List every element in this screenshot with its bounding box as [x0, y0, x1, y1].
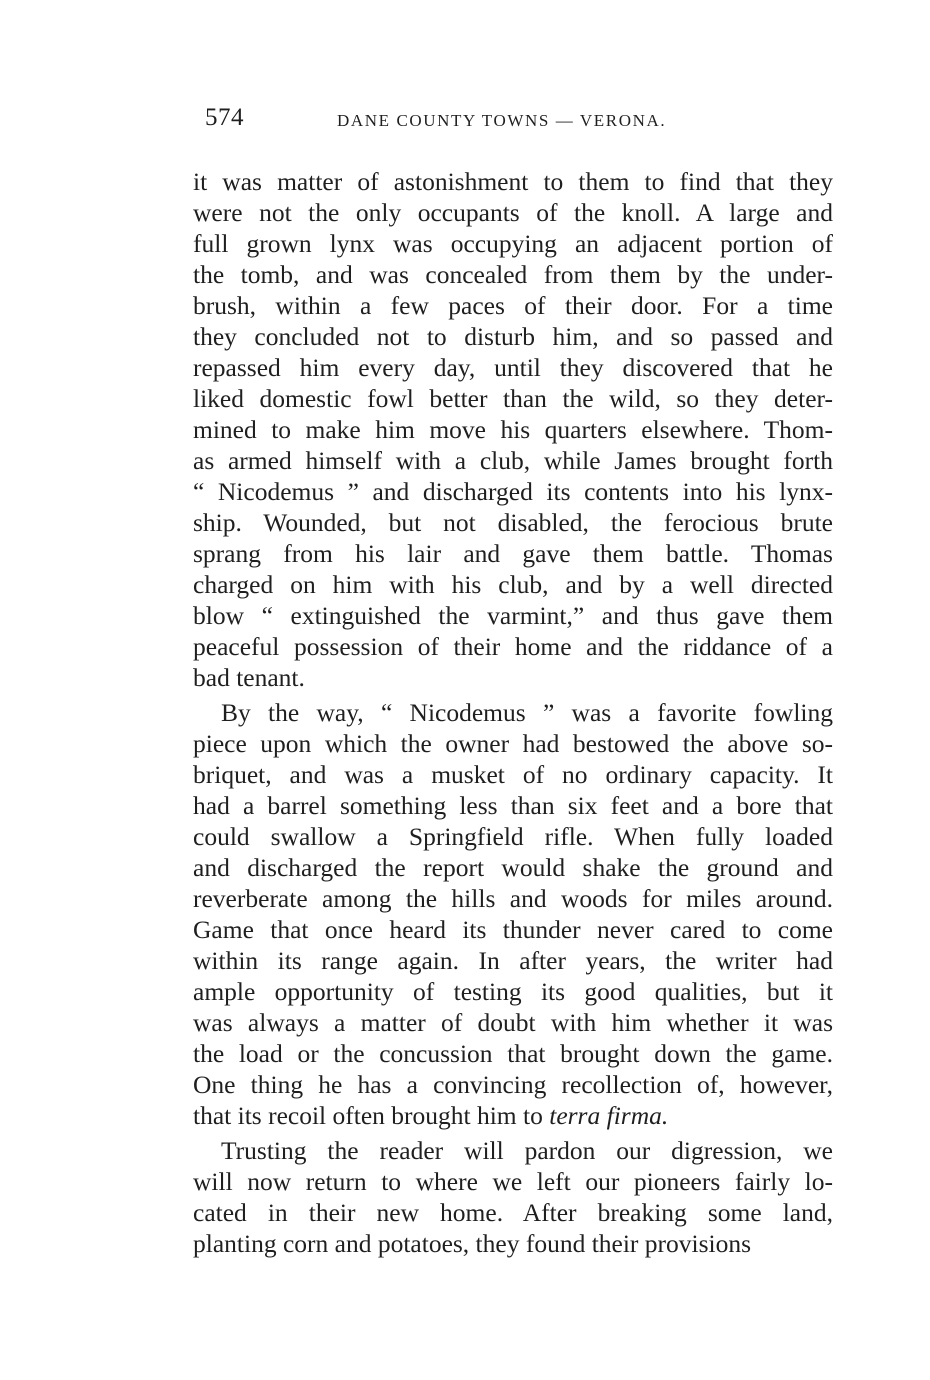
page-number: 574: [205, 104, 244, 131]
text-line: could swallow a Springfield rifle. When fully loaded: [193, 822, 833, 851]
text-line: brush, within a few paces of their door. For a time: [193, 291, 833, 320]
text-line: reverberate among the hills and woods for miles around.: [193, 884, 833, 913]
text-line: One thing he has a convincing recollection of, however,: [193, 1070, 833, 1099]
text-line: as armed himself with a club, while James brought forth: [193, 446, 833, 475]
text-line: it was matter of astonishment to them to find that they: [193, 167, 833, 196]
italic-phrase: terra firma.: [549, 1101, 669, 1130]
text-line: briquet, and was a musket of no ordinary capacity. It: [193, 760, 833, 789]
text-line: charged on him with his club, and by a well directed: [193, 570, 833, 599]
text-line: Game that once heard its thunder never cared to come: [193, 915, 833, 944]
text-line: liked domestic fowl better than the wild, so they deter-: [193, 384, 833, 413]
paragraph: [193, 166, 833, 693]
text-line: sprang from his lair and gave them battle. Thomas: [193, 539, 833, 568]
text-line: the load or the concussion that brought down the game.: [193, 1039, 833, 1068]
text-line: ship. Wounded, but not disabled, the ferocious brute: [193, 508, 833, 537]
text-line: Trusting the reader will pardon our digression, we: [221, 1136, 833, 1165]
paragraph: [193, 1135, 833, 1259]
text-line: planting corn and potatoes, they found their provisions: [193, 1229, 752, 1258]
text-line: was always a matter of doubt with him whether it was: [193, 1008, 833, 1037]
body-text: [193, 166, 833, 1263]
text-line: blow “ extinguished the varmint,” and thus gave them: [193, 601, 833, 630]
text-line: will now return to where we left our pioneers fairly lo-: [193, 1167, 833, 1196]
text-line: “ Nicodemus ” and discharged its contents into his lynx-: [193, 477, 833, 506]
text-line: they concluded not to disturb him, and so passed and: [193, 322, 833, 351]
text-line: mined to make him move his quarters elsewhere. Thom-: [193, 415, 833, 444]
text-line: within its range again. In after years, the writer had: [193, 946, 833, 975]
text-run: that its recoil often brought him to: [193, 1101, 550, 1130]
text-line: had a barrel something less than six feet and a bore that: [193, 791, 833, 820]
text-line: and discharged the report would shake the ground and: [193, 853, 833, 882]
text-line: By the way, “ Nicodemus ” was a favorite fowling: [221, 698, 833, 727]
running-head: DANE COUNTY TOWNS — VERONA.: [337, 111, 667, 130]
text-line: [193, 1100, 833, 1131]
paragraph: [193, 697, 833, 1131]
text-line: ample opportunity of testing its good qualities, but it: [193, 977, 833, 1006]
text-line: full grown lynx was occupying an adjacent portion of: [193, 229, 833, 258]
text-line: repassed him every day, until they discovered that he: [193, 353, 833, 382]
page-header: [205, 104, 835, 138]
text-line: peaceful possession of their home and the riddance of a: [193, 632, 833, 661]
text-line: cated in their new home. After breaking some land,: [193, 1198, 833, 1227]
text-line: were not the only occupants of the knoll. A large and: [193, 198, 833, 227]
text-line: the tomb, and was concealed from them by the under-: [193, 260, 833, 289]
text-line: piece upon which the owner had bestowed the above so-: [193, 729, 833, 758]
text-line: bad tenant.: [193, 663, 305, 692]
